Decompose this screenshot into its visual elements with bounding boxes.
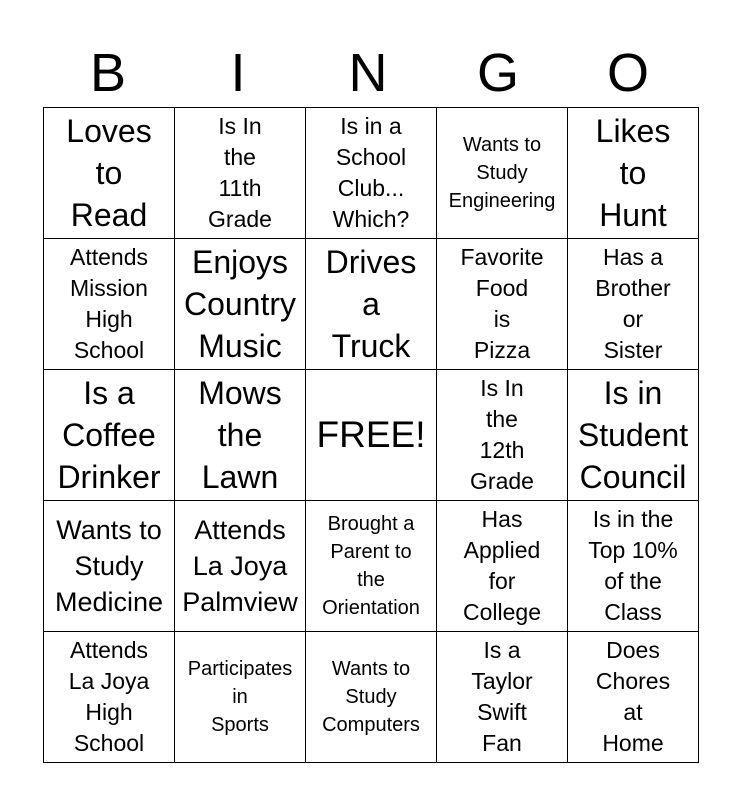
square-text: Is a Taylor Swift Fan (471, 637, 533, 756)
square-text: Attends Mission High School (70, 244, 148, 363)
square-text: Favorite Food is Pizza (460, 244, 544, 363)
square-text: Wants to Study Computers (322, 658, 420, 736)
square-text: Mows the Lawn (198, 375, 282, 495)
bingo-square[interactable] (437, 239, 568, 370)
square-text: Is In the 12th Grade (470, 375, 534, 494)
board-row (44, 108, 699, 239)
header-letter-n: N (348, 43, 388, 103)
bingo-square[interactable] (568, 370, 699, 501)
header-letter-o: O (606, 43, 649, 103)
bingo-header (43, 42, 693, 104)
header-letter-g: G (476, 43, 519, 103)
bingo-square[interactable] (44, 108, 175, 239)
board-row (44, 370, 699, 501)
bingo-square[interactable] (568, 501, 699, 632)
free-square-text: FREE! (316, 414, 426, 455)
square-text: Wants to Study Engineering (448, 134, 556, 212)
square-text: Has a Brother or Sister (595, 244, 671, 363)
bingo-square[interactable] (306, 239, 437, 370)
bingo-square[interactable] (306, 501, 437, 632)
square-text: Has Applied for College (463, 506, 541, 625)
bingo-square[interactable] (437, 108, 568, 239)
square-text: Wants to Study Medicine (54, 515, 164, 617)
bingo-square[interactable] (175, 239, 306, 370)
board-row (44, 501, 699, 632)
bingo-square[interactable] (568, 632, 699, 763)
bingo-square[interactable] (44, 370, 175, 501)
square-text: Is in a School Club... Which? (332, 113, 410, 232)
square-text: Is in Student Council (577, 375, 689, 495)
square-text: Attends La Joya High School (68, 637, 150, 756)
square-text: Attends La Joya Palmview (182, 515, 298, 617)
square-text: Brought a Parent to the Orientation (322, 513, 420, 619)
bingo-square[interactable] (175, 501, 306, 632)
square-text: Is In the 11th Grade (208, 113, 272, 232)
bingo-square[interactable] (175, 632, 306, 763)
square-text: Drives a Truck (325, 244, 417, 364)
square-text: Enjoys Country Music (183, 244, 297, 364)
bingo-square[interactable] (44, 632, 175, 763)
board-row (44, 239, 699, 370)
header-letter-i: I (230, 43, 246, 103)
square-text: Likes to Hunt (595, 113, 671, 233)
square-text: Does Chores at Home (595, 637, 671, 756)
bingo-square[interactable] (437, 632, 568, 763)
bingo-square[interactable] (306, 632, 437, 763)
bingo-square[interactable] (306, 108, 437, 239)
bingo-square[interactable] (437, 370, 568, 501)
header-letter-b: B (89, 43, 127, 103)
bingo-square[interactable] (568, 108, 699, 239)
square-text: Loves to Read (66, 113, 152, 233)
board-row (44, 632, 699, 763)
bingo-square[interactable] (437, 501, 568, 632)
square-text: Is a Coffee Drinker (57, 375, 161, 495)
bingo-square[interactable] (175, 370, 306, 501)
bingo-square[interactable] (44, 501, 175, 632)
bingo-square[interactable] (44, 239, 175, 370)
square-text: Participates in Sports (187, 658, 293, 736)
bingo-board (43, 107, 699, 763)
bingo-square[interactable] (175, 108, 306, 239)
free-square[interactable] (306, 370, 437, 501)
square-text: Is in the Top 10% of the Class (588, 506, 678, 625)
bingo-square[interactable] (568, 239, 699, 370)
